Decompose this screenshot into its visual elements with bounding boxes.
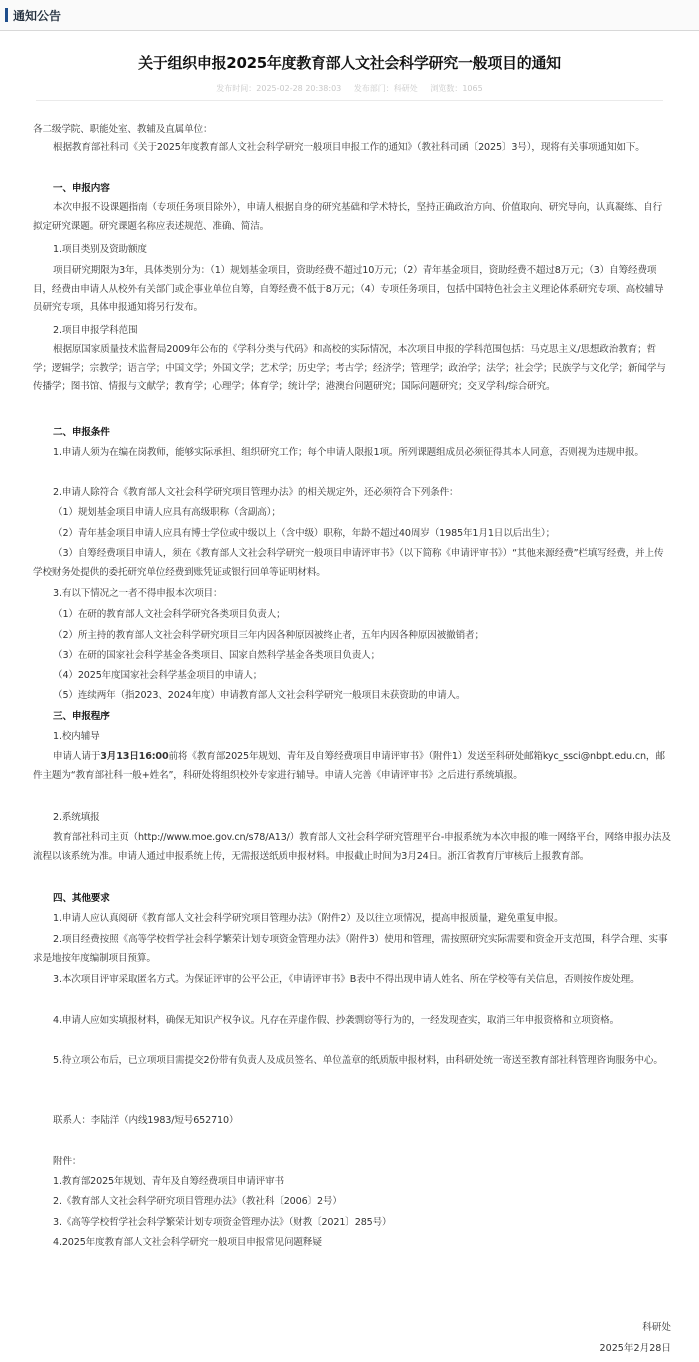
attachments-label: 附件： [53, 1156, 82, 1167]
section-4-item-3: 3.本次项目评审采取匿名方式。为保证评审的公平公正，《申请评审书》B表中不得出现申请人姓名、所在学校等有关信息，否则按作废处理。 [53, 974, 640, 985]
publish-dept: 发布部门：科研处 [353, 84, 418, 93]
deadline-highlight: 3月13日16:00 [100, 751, 169, 762]
section-1-subheading-1: 1.项目类别及资助额度 [53, 244, 147, 255]
publish-date: 发布时间：2025-02-28 20:38:03 [216, 84, 342, 93]
article-title: 关于组织申报2025年度教育部人文社会科学研究一般项目的通知 [138, 54, 561, 72]
section-4-heading: 四、其他要求 [53, 893, 110, 904]
section-1-funding-paragraph: 项目研究期限为3年，具体类别分为：（1）规划基金项目，资助经费不超过10万元；（2）青年基金项目，资助经费不超过8万元；（3）自筹经费项目，经费由申请人从校外有关部门或企事业单位自筹，自筹经费不低于8万元；（4）专项任务项目，包括中国特色社会主义理论体系研究专项、高校辅导员研究专项，具体申报通知将另行发布。 [33, 265, 664, 314]
section-header [0, 0, 699, 31]
signature-dept: 科研处 [642, 1322, 671, 1333]
exclusion-2: （2）所主持的教育部人文社会科学研究项目三年内因各种原因被终止者，五年内因各种原因被撤销者； [53, 630, 484, 641]
exclusion-4: （4）2025年度国家社会科学基金项目的申请人； [53, 670, 263, 681]
attachment-4[interactable]: 4.2025年度教育部人文社会科学研究一般项目申报常见问题释疑 [53, 1237, 322, 1248]
attachment-3[interactable]: 3.《高等学校哲学社会科学繁荣计划专项资金管理办法》（财教〔2021〕285号） [53, 1217, 392, 1228]
condition-1: （1）规划基金项目申请人应具有高级职称（含副高）； [53, 507, 281, 518]
article-meta [0, 83, 699, 94]
section-4-item-5: 5.待立项公布后，已立项项目需提交2份带有负责人及成员签名、单位盖章的纸质版申报材料，由科研处统一寄送至教育部社科管理咨询服务中心。 [53, 1055, 663, 1066]
section-title[interactable]: 通知公告 [13, 8, 62, 23]
section-2-item-2: 2.申请人除符合《教育部人文社会科学研究项目管理办法》的相关规定外，还必须符合下列条件： [53, 487, 459, 498]
section-2-heading: 二、申报条件 [53, 427, 110, 438]
section-4-item-4: 4.申请人应如实填报材料，确保无知识产权争议。凡存在弄虚作假、抄袭剽窃等行为的，一经发现查实，取消三年申报资格和立项资格。 [53, 1015, 620, 1026]
contact-person: 联系人：李陆洋（内线1983/短号652710） [53, 1115, 239, 1126]
condition-2: （2）青年基金项目申请人应具有博士学位或中级以上（含中级）职称，年龄不超过40周岁（1985年1月1日以后出生）； [53, 528, 556, 539]
view-count: 浏览数：1065 [430, 84, 483, 93]
section-3-system-paragraph: 教育部社科司主页（http://www.moe.gov.cn/s78/A13/）教育部人文社会科学研究管理平台-申报系统为本次申报的唯一网络平台，网络申报办法及流程以该系统为准。申请人通过申报系统上传，无需报送纸质申报材料。申报截止时间为3月24日。浙江省教育厅审核后上报教育部。 [33, 832, 671, 862]
attachment-2[interactable]: 2.《教育部人文社会科学研究项目管理办法》（教社科〔2006〕2号） [53, 1196, 342, 1207]
intro-paragraph: 根据教育部社科司《关于2025年度教育部人文社会科学研究一般项目申报工作的通知》（教社科司函〔2025〕3号），现将有关事项通知如下。 [53, 142, 645, 153]
section-4-item-1: 1.申请人应认真阅研《教育部人文社会科学研究项目管理办法》（附件2）及以往立项情况，提高申报质量，避免重复申报。 [53, 913, 564, 924]
exclusion-3: （3）在研的国家社会科学基金各类项目、国家自然科学基金各类项目负责人； [53, 650, 381, 661]
section-3-subheading-2: 2.系统填报 [53, 812, 100, 823]
section-3-subheading-1: 1.校内辅导 [53, 731, 100, 742]
exclusion-1: （1）在研的教育部人文社会科学研究各类项目负责人； [53, 609, 286, 620]
exclusion-5: （5）连续两年（指2023、2024年度）申请教育部人文社会科学研究一般项目未获资助的申请人。 [53, 690, 466, 701]
section-1-heading: 一、申报内容 [53, 183, 110, 194]
section-2-item-3: 3.有以下情况之一者不得申报本次项目： [53, 588, 223, 599]
section-1-paragraph: 本次申报不设课题指南（专项任务项目除外），申请人根据自身的研究基础和学术特长，坚持正确政治方向、价值取向、研究导向，认真凝练、自行拟定研究课题。研究课题名称应表述规范、准确、简洁。 [33, 202, 663, 232]
section-3-guidance-paragraph: 申请人请于3月13日16:00前将《教育部2025年规划、青年及自筹经费项目申请评审书》（附件1）发送至科研处邮箱kyc_ssci@nbpt.edu.cn，邮件主题为“教育部社科一般+姓名”，科研处将组织校外专家进行辅导。申请人完善《申请评审书》之后进行系统填报。 [33, 751, 665, 781]
attachment-1[interactable]: 1.教育部2025年规划、青年及自筹经费项目申请评审书 [53, 1176, 284, 1187]
section-3-heading: 三、申报程序 [53, 711, 110, 722]
greeting: 各二级学院、职能处室、教辅及直属单位： [33, 124, 213, 135]
header-accent-bar [5, 8, 8, 22]
section-4-item-2: 2.项目经费按照《高等学校哲学社会科学繁荣计划专项资金管理办法》（附件3）使用和管理，需按照研究实际需要和资金开支范围，科学合理、实事求是地按年度编制项目预算。 [33, 934, 668, 964]
condition-3: （3）自筹经费项目申请人，须在《教育部人文社会科学研究一般项目申请评审书》（以下简称《申请评审书》）“其他来源经费”栏填写经费，并上传学校财务处提供的委托研究单位经费到账凭证或银行回单等证明材料。 [33, 548, 664, 578]
title-divider [36, 100, 663, 101]
section-1-discipline-paragraph: 根据原国家质量技术监督局2009年公布的《学科分类与代码》和高校的实际情况，本次项目申报的学科范围包括：马克思主义/思想政治教育；哲学；逻辑学；宗教学；语言学；中国文学；外国文学；艺术学；历史学；考古学；经济学；管理学；政治学；法学；社会学；民族学与文化学；新闻学与传播学；图书馆、情报与文献学；教育学；心理学；体育学；统计学；港澳台问题研究；国际问题研究；交叉学科/综合研究。 [33, 344, 666, 393]
section-2-item-1: 1.申请人须为在编在岗教师，能够实际承担、组织研究工作；每个申请人限报1项。所列课题组成员必须征得其本人同意，否则视为违规申报。 [53, 447, 644, 458]
signature-date: 2025年2月28日 [599, 1343, 671, 1354]
section-1-subheading-2: 2.项目申报学科范围 [53, 325, 138, 336]
